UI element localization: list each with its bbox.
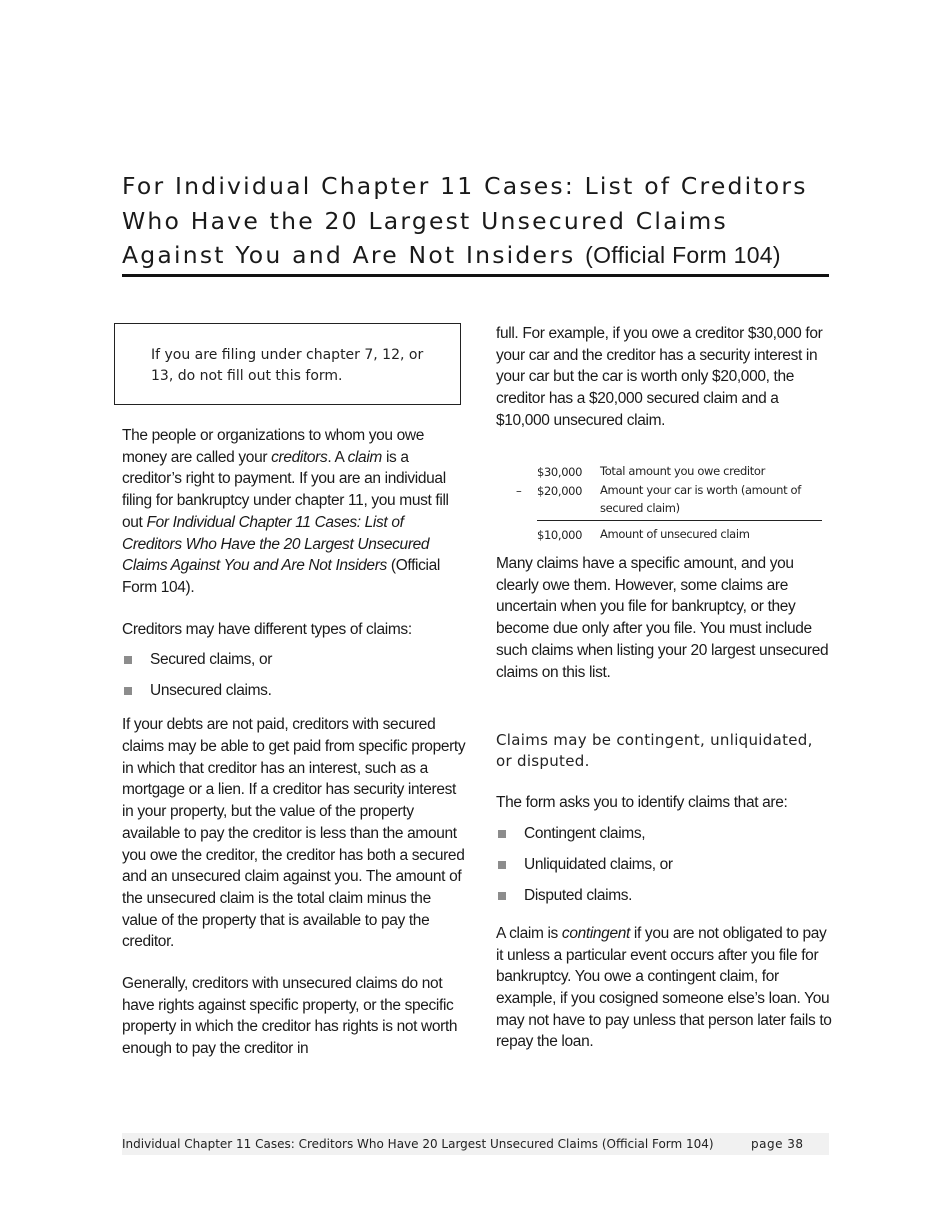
list-item [122,680,467,711]
contingent-term: contingent [561,924,630,942]
claim-types-intro: Creditors may have different types of claims: [122,620,412,638]
bullet-square-icon [498,861,506,869]
claim-types-list [122,649,467,711]
intro-term-creditors: creditors [271,448,328,466]
unsecured-claims-paragraph: Generally, creditors with unsecured claims do not have rights against specific property, or the specific property in which the creditor has rights is not worth enough to pay the creditor in [122,975,458,1058]
intro-text-b: . A [327,448,348,466]
identify-claims-intro: The form asks you to identify claims that are: [496,794,788,812]
title-divider [122,274,829,277]
title-form-reference: (Official Form 104) [585,242,781,268]
page-number: page 38 [751,1137,804,1151]
bullet-square-icon [498,830,506,838]
title-line-3 [122,238,827,273]
left-column [122,425,467,1060]
list-item-text: Contingent claims, [524,824,646,842]
list-item-text: Unsecured claims. [150,682,272,700]
secured-claims-paragraph: If your debts are not paid, creditors with secured claims may be able to get paid from specific property in which that creditor has an interest, such as a mortgage or a lien. If a creditor has security interest in your property, but the value of the property available to pay the creditor is less than the amount you owe the creditor, the creditor has both a secured and an unsecured claim against you. The amount of the unsecured claim is the total claim minus the value of the property that is available to pay the creditor. [122,716,466,951]
title-line-1: For Individual Chapter 11 Cases: List of Creditors [122,172,808,200]
claim-kinds-list [496,823,832,916]
calc-unsecured-amount: $10,000 [537,527,583,542]
calc-unsecured-desc: Amount of unsecured claim [600,526,750,541]
calc-secured-desc: Amount your car is worth (amount of secured claim) [600,482,801,515]
list-item-text: Disputed claims. [524,886,633,904]
calc-total-desc: Total amount you owe creditor [600,463,765,478]
page-title [122,169,827,273]
contingent-paragraph [496,923,832,1053]
notice-box [114,323,461,405]
right-column [496,323,832,1051]
intro-text-a: The people or organizations to whom you owe money are called your [122,427,425,466]
calc-total-amount: $30,000 [537,464,583,479]
list-item-text: Unliquidated claims, or [524,855,673,873]
bullet-square-icon [124,687,132,695]
intro-text-d: (Official Form 104). [122,557,440,596]
intro-term-claim: claim [347,448,382,466]
list-item [496,885,832,916]
minus-sign: – [516,483,522,498]
intro-text-c: is a creditor’s right to payment. If you are an individual filing for bankruptcy under chapter 11, you must fill out [122,448,449,531]
contingent-text-a: A claim is [496,924,562,942]
right-lower-section [496,553,832,1053]
intro-form-title: For Individual Chapter 11 Cases: List of Creditors Who Have the 20 Largest Unsecured Claims Against You and Are Not Insiders [122,513,430,575]
contingent-text-b: if you are not obligated to pay it unless a particular event occurs after you file for bankruptcy. You owe a contingent claim, for example, if you cosigned someone else’s loan. You may not have to pay unless that person later fails to repay the loan. [496,924,832,1051]
example-paragraph: full. For example, if you owe a creditor $30,000 for your car and the creditor has a security interest in your car but the car is worth only $20,000, the creditor has a $20,000 secured claim and a $10,000 unsecured claim. [496,325,823,429]
list-item [122,649,467,680]
sum-line [537,520,822,521]
list-item-text: Secured claims, or [150,651,273,669]
list-item [496,854,832,885]
footer-form-title: Individual Chapter 11 Cases: Creditors Who Have 20 Largest Unsecured Claims (Official Form 104) [122,1137,714,1151]
bullet-square-icon [498,892,506,900]
section-subheading: Claims may be contingent, unliquidated, or disputed. [496,731,813,771]
list-item [496,823,832,854]
title-line-3-text: Against You and Are Not Insiders [122,241,576,269]
notice-text: If you are filing under chapter 7, 12, or 13, do not fill out this form. [151,347,424,384]
title-line-2: Who Have the 20 Largest Unsecured Claims [122,206,728,235]
uncertain-claims-paragraph: Many claims have a specific amount, and you clearly owe them. However, some claims are uncertain when you file for bankruptcy, or they become due only after you file. You must include such claims when listing your 20 largest unsecured claims on this list. [496,555,829,681]
intro-paragraph [122,425,467,599]
calc-secured-amount: $20,000 [537,483,583,498]
bullet-square-icon [124,656,132,664]
page-footer [122,1133,829,1155]
